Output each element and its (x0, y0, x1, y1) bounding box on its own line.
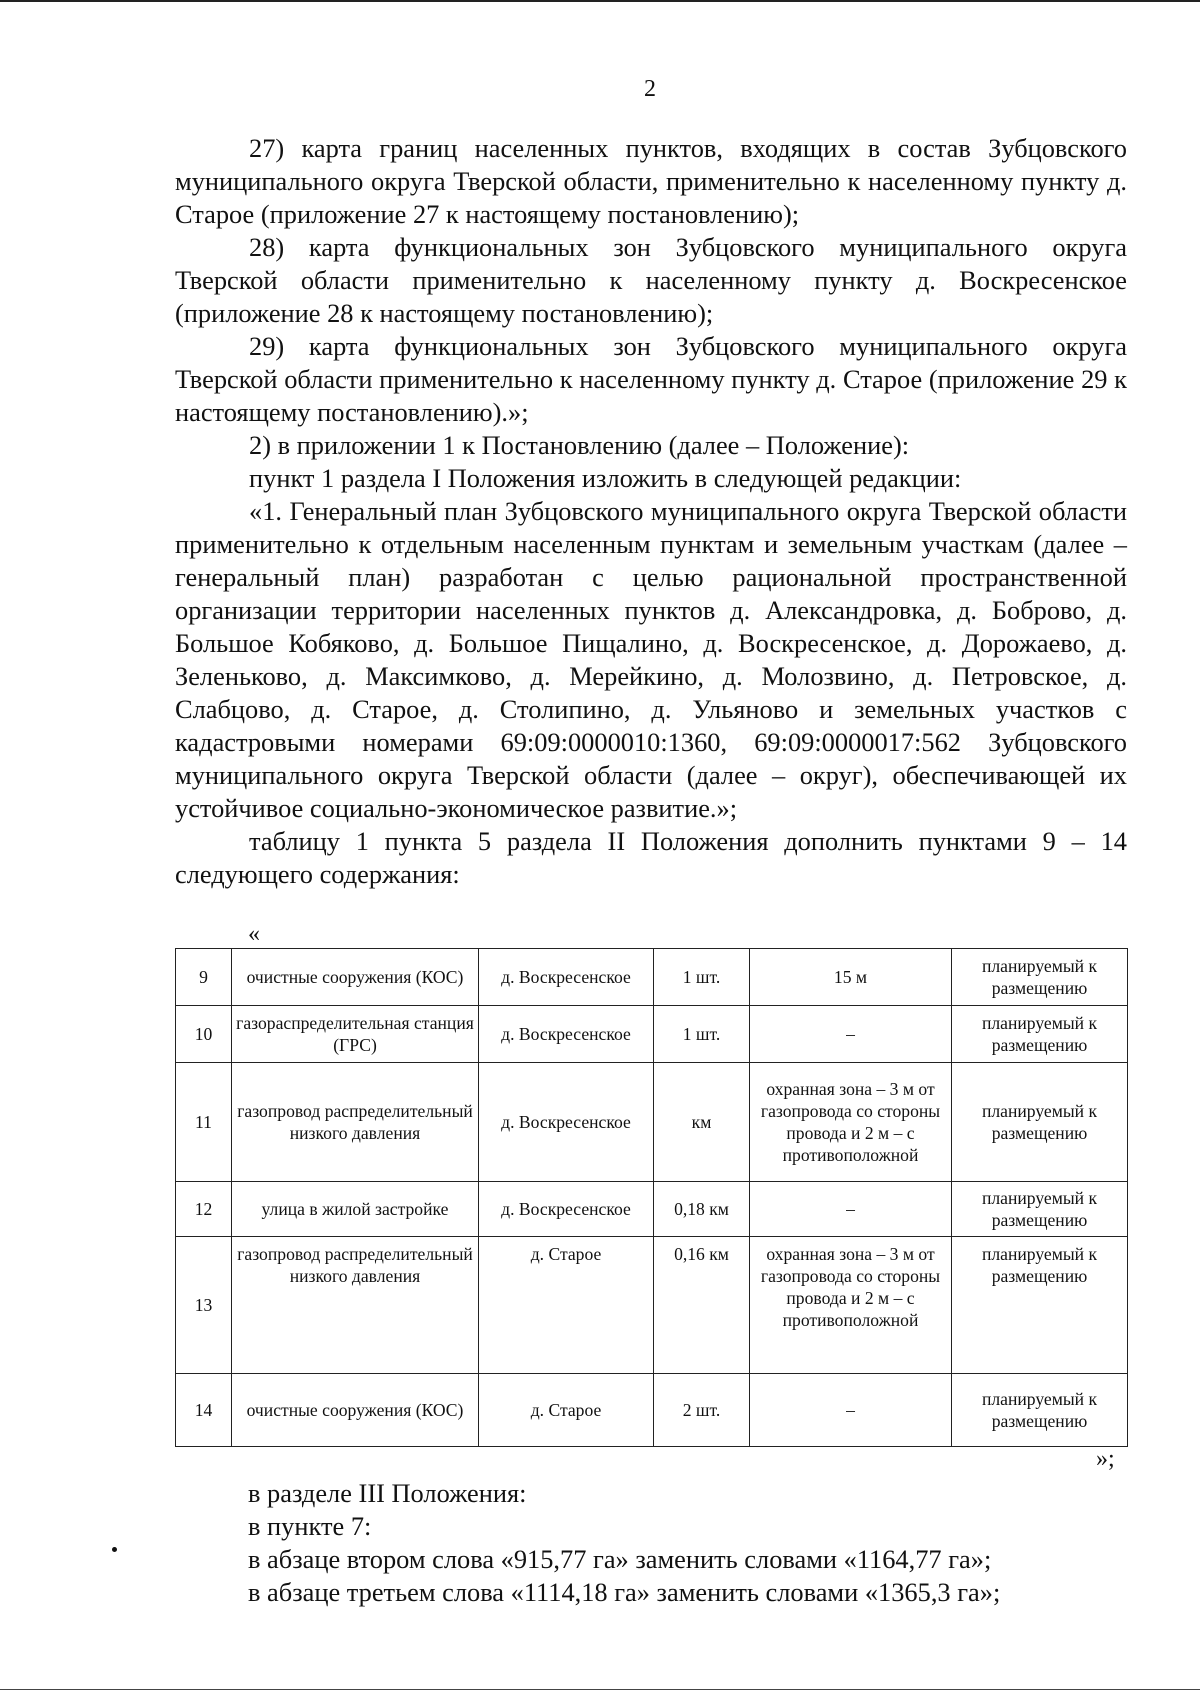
amount: 1 шт. (654, 949, 750, 1006)
table-row (176, 1182, 1128, 1237)
tail-line: в абзаце втором слова «915,77 га» заменить словами «1164,77 га»; (248, 1544, 992, 1574)
row-number: 14 (176, 1374, 232, 1447)
zone: охранная зона – 3 м от газопровода со стороны провода и 2 м – с противоположной (750, 1237, 952, 1374)
zone: – (750, 1374, 952, 1447)
location: д. Старое (479, 1237, 654, 1374)
zone: 15 м (750, 949, 952, 1006)
objects-table (175, 948, 1128, 1447)
status: планируемый к размещению (952, 1182, 1128, 1237)
row-number: 10 (176, 1006, 232, 1063)
object-name: газопровод распределительный низкого давления (232, 1063, 479, 1182)
row-number: 12 (176, 1182, 232, 1237)
paragraph-appendix-1: 2) в приложении 1 к Постановлению (далее – Положение): (249, 430, 910, 460)
object-name: очистные сооружения (КОС) (232, 1374, 479, 1447)
amount: 0,18 км (654, 1182, 750, 1237)
row-number: 9 (176, 949, 232, 1006)
paragraph-table-intro: таблицу 1 пункта 5 раздела II Положения дополнить пунктами 9 – 14 следующего содержания: (175, 826, 1127, 889)
page-bottom-edge (0, 1689, 1200, 1690)
amount: км (654, 1063, 750, 1182)
paragraph-item-29: 29) карта функциональных зон Зубцовского муниципального округа Тверской области применительно к населенному пункту д. Старое (приложение 29 к настоящему постановлению).»; (175, 331, 1127, 427)
status: планируемый к размещению (952, 1006, 1128, 1063)
row-number: 11 (176, 1063, 232, 1182)
zone: – (750, 1182, 952, 1237)
tail-line: в абзаце третьем слова «1114,18 га» заменить словами «1365,3 га»; (248, 1577, 1001, 1607)
section-3-changes (248, 1477, 1128, 1609)
tail-line: в разделе III Положения: (248, 1478, 527, 1508)
table-row (176, 1237, 1128, 1374)
location: д. Воскресенское (479, 1063, 654, 1182)
object-name: улица в жилой застройке (232, 1182, 479, 1237)
zone: – (750, 1006, 952, 1063)
tail-line: в пункте 7: (248, 1511, 372, 1541)
table-row (176, 949, 1128, 1006)
location: д. Воскресенское (479, 1182, 654, 1237)
location: д. Воскресенское (479, 949, 654, 1006)
row-number: 13 (176, 1237, 232, 1374)
paragraph-item-27: 27) карта границ населенных пунктов, входящих в состав Зубцовского муниципального округа Тверской области, применительно к населенному пункту д. Старое (приложение 27 к настоящему постановлению); (175, 133, 1127, 229)
object-name: газораспределительная станция (ГРС) (232, 1006, 479, 1063)
paragraph-item-28: 28) карта функциональных зон Зубцовского муниципального округа Тверской области применительно к населенному пункту д. Воскресенское (приложение 28 к настоящему постановлению); (175, 232, 1127, 328)
status: планируемый к размещению (952, 949, 1128, 1006)
amount: 1 шт. (654, 1006, 750, 1063)
table-row (176, 1374, 1128, 1447)
table-row (176, 1006, 1128, 1063)
zone: охранная зона – 3 м от газопровода со стороны провода и 2 м – с противоположной (750, 1063, 952, 1182)
scan-speck (112, 1547, 117, 1552)
paragraph-section-1: пункт 1 раздела I Положения изложить в следующей редакции: (249, 463, 962, 493)
page-number: 2 (644, 76, 656, 102)
table-open-quote: « (248, 921, 260, 947)
object-name: газопровод распределительный низкого давления (232, 1237, 479, 1374)
amount: 0,16 км (654, 1237, 750, 1374)
table-close-quote: »; (1096, 1446, 1115, 1472)
table-row (176, 1063, 1128, 1182)
location: д. Старое (479, 1374, 654, 1447)
status: планируемый к размещению (952, 1063, 1128, 1182)
paragraph-general-plan: «1. Генеральный план Зубцовского муниципального округа Тверской области применительно к отдельным населенным пунктам и земельным участкам (далее – генеральный план) разработан с целью рациональной пространственной организации территории населенных пунктов д. Александровка, д. Боброво, д. Большое Кобяково, д. Большое Пищалино, д. Воскресенское, д. Дорожаево, д. Зеленьково, д. Максимково, д. Мерейкино, д. Молозвино, д. Петровское, д. Слабцово, д. Старое, д. Столипино, д. Ульяново и земельных участков с кадастровыми номерами 69:09:0000010:1360, 69:09:0000017:562 Зубцовского муниципального округа Тверской области (далее – округ), обеспечивающей их устойчивое социально-экономическое развитие.»; (175, 496, 1127, 823)
page-top-edge (0, 0, 1200, 2)
amount: 2 шт. (654, 1374, 750, 1447)
object-name: очистные сооружения (КОС) (232, 949, 479, 1006)
status: планируемый к размещению (952, 1237, 1128, 1374)
location: д. Воскресенское (479, 1006, 654, 1063)
status: планируемый к размещению (952, 1374, 1128, 1447)
document-body (175, 132, 1127, 891)
